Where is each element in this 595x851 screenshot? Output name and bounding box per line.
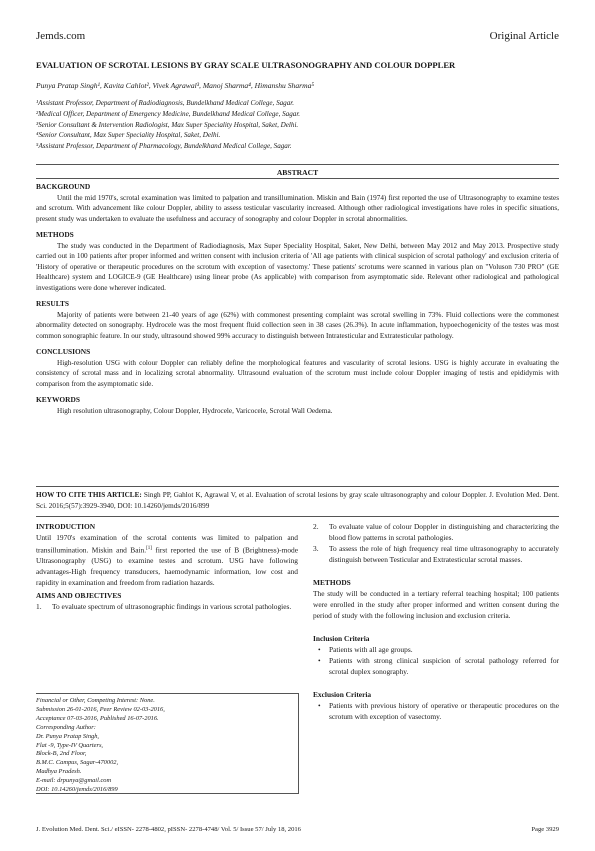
doi-link[interactable]: DOI: 10.14260/jemds/2016/899 [36,786,118,794]
footnote [36,697,294,795]
submission-dates: Submission 26-01-2016, Peer Review 02-03-2016, [36,705,165,713]
inclusion-criteria-heading: Inclusion Criteria [313,634,370,643]
affiliation-3: ³Senior Consultant & Intervention Radiologist, Max Super Speciality Hospital, Saket, Delhi. [36,120,299,129]
background-text: Until the mid 1970's, scrotal examination was limited to palpation and transillumination. Miskin and Bain (1974) first reported the use of Ultrasonography to examine testes and scrotum. With advancement like colour Doppler, ability to assess testicular vascularity increased. Although other radiological investigations have roles in specific situations, present study was undertaken to evaluate the usefulness and accuracy of sonography and colour Doppler in scrotal abnormalities. [36,193,559,223]
aims-list-continued [313,521,559,565]
inclusion-list [313,644,559,677]
citation-text: Singh PP, Gahlot K, Agrawal V, et al. Evaluation of scrotal lesions by gray scale ultrasonography and colour Doppler. J. Evolution Med. Dent. Sci. 2016;5(57):3929-3940, DOI: 10.14260/jemds/2016/899 [36,491,560,510]
keywords-heading: KEYWORDS [36,395,80,404]
methods-text: The study was conducted in the Department of Radiodiagnosis, Max Super Speciality Hospital, Saket, New Delhi, between May 2012 and May 2013. Prospective study carried out in 100 patients after proper informed and written consent with inclusion criteria of 'All age patients with clinical suspicion of scrotal pathology' and exclusion criteria of 'History of operative or therapeutic procedures on the scrotum with exception of vasectomy.' These patients' scrotums were scanned in various plan on "Voluson 730 PRO" (GE Healthcare) system and LOGICE-9 (GE Healthcare) using linear probe (As applicable) with comparison from asymptomatic side. Relevant other radiological and pathological investigations were done wherever indicated. [36,241,559,292]
right-column [313,521,559,722]
address-line: Block-B, 2nd Floor, [36,750,87,758]
affiliations [36,98,561,152]
affiliation-4: ⁴Senior Consultant, Max Super Speciality Hospital, Saket, Delhi. [36,131,221,140]
address-line: B.M.C. Campus, Sagar-470002, [36,759,119,767]
address-line: Flat -9, Type-IV Quarters, [36,741,104,749]
email-link[interactable]: E-mail: drpunya@gmail.com [36,777,112,785]
bullet-icon: • [318,645,321,654]
citation [36,490,559,511]
methods-text: The study will be conducted in a tertiary referral teaching hospital; 100 patients were enrolled in the study after proper informed and written consent during the period of study with the following inclusion and exclusion criteria. [313,589,559,620]
list-item-text: To evaluate value of colour Doppler in distinguishing and characterizing the blood flow patterns in scrotal pathologies. [329,522,559,542]
list-number: 2. [313,522,319,531]
conclusions-heading: CONCLUSIONS [36,347,91,356]
abstract-top-rule [36,164,559,165]
list-item [36,601,298,612]
site-name: Jemds.com [36,30,86,42]
author-list: Punya Pratap Singh¹, Kavita Cahlot², Vivek Agrawal³, Manoj Sharma⁴, Himanshu Sharma⁵ [36,81,315,90]
list-number: 3. [313,544,319,553]
methods-heading: METHODS [36,230,74,239]
list-item-text: To assess the role of high frequency real time ultrasonography to accurately distinguish between Testicular and Extratesticular scrotal masses. [329,544,559,564]
page-number: Page 3929 [531,826,559,833]
corresponding-author-name: Dr. Punya Pratap Singh, [36,732,100,740]
list-item [313,521,559,543]
methods-heading: METHODS [313,578,351,587]
affiliation-1: ¹Assistant Professor, Department of Radiodiagnosis, Bundelkhand Medical College, Sagar. [36,99,295,107]
introduction-text [36,532,298,588]
reference-marker[interactable]: [1] [146,546,152,551]
aims-heading: AIMS AND OBJECTIVES [36,591,122,601]
citation-bottom-rule [36,516,559,517]
list-item [313,655,559,677]
journal-footer: J. Evolution Med. Dent. Sci./ eISSN- 2278-4802, pISSN- 2278-4748/ Vol. 5/ Issue 57/ July 18, 2016 [36,826,301,833]
abstract-heading: ABSTRACT [276,168,319,177]
introduction-text-part-2: first reported the use of B (Brightness)-mode Ultrasonography (USG) to examine testes and scrotum. USG have following advantages-High frequency transducers, haemodynamic information, low cost and rapidity in examination and freedom from radiation hazards. [36,545,298,588]
abstract-heading-rule [36,178,559,179]
exclusion-list [313,700,559,722]
list-item-text: Patients with strong clinical suspicion of scrotal pathology referred for scrotal duplex sonography. [329,656,559,676]
conclusions-text: High-resolution USG with colour Doppler can reliably define the morphological features and vascularity of scrotal lesions. USG is highly accurate in evaluating the consistency of scrotal mass and in localizing scrotal abnormality. Ultrasound evaluation of the scrotum must include colour Doppler imaging of testis and epididymis with comparison from the asymptomatic side. [36,358,559,388]
affiliation-5: ⁵Assistant Professor, Department of Pharmacology, Bundelkhand Medical College, Sagar. [36,142,292,151]
list-number: 1. [36,602,42,612]
affiliation-2: ²Medical Officer, Department of Emergency Medicine, Bundelkhand Medical College, Sagar. [36,109,301,118]
results-heading: RESULTS [36,299,70,308]
background-heading: BACKGROUND [36,182,91,191]
acceptance-dates: Acceptance 07-03-2016, Published 16-07-2016. [36,714,159,722]
introduction-text-part-1: Until 1970's examination of the scrotal contents was limited to palpation and transillumination. Miskin and Bain. [36,533,298,555]
introduction-heading: INTRODUCTION [36,522,96,531]
bullet-icon: • [318,656,321,665]
citation-top-rule [36,486,559,487]
corresponding-author-label: Corresponding Author: [36,723,96,731]
list-item [313,543,559,565]
address-line: Madhya Pradesh. [36,768,82,776]
list-item [313,700,559,722]
left-column [36,521,298,612]
list-item-text: Patients with all age groups. [329,645,413,654]
citation-label: HOW TO CITE THIS ARTICLE: [36,491,142,499]
exclusion-criteria-heading: Exclusion Criteria [313,690,372,699]
abstract-body [36,182,559,416]
aims-list [36,601,298,612]
keywords-text: High resolution ultrasonography, Colour Doppler, Hydrocele, Varicocele, Scrotal Wall Oedema. [57,406,333,415]
bullet-icon: • [318,701,321,710]
article-title: EVALUATION OF SCROTAL LESIONS BY GRAY SCALE ULTRASONOGRAPHY AND COLOUR DOPPLER [36,60,456,70]
results-text: Majority of patients were between 21-40 years of age (62%) with commonest presenting complaint was scrotal swelling in 73%. Fluid collections were the commonest abnormality detected on sonography. Hydrocele was the most frequent fluid collection seen in 38 cases (26.3%). In acute inflammation, hypoechogenicity of the testes was most common sonographic feature. In our study, ultrasound showed 99% accuracy to distinguish between Intratesticular and Extratesticular pathology. [36,310,559,340]
list-item-text: Patients with previous history of operative or therapeutic procedures on the scrotum with exception of vasectomy. [329,701,559,721]
list-item-text: To evaluate spectrum of ultrasonographic findings in various scrotal pathologies. [52,602,292,612]
list-item [313,644,559,655]
competing-interest: Financial or Other, Competing Interest: None. [36,697,155,704]
article-type: Original Article [489,30,559,42]
